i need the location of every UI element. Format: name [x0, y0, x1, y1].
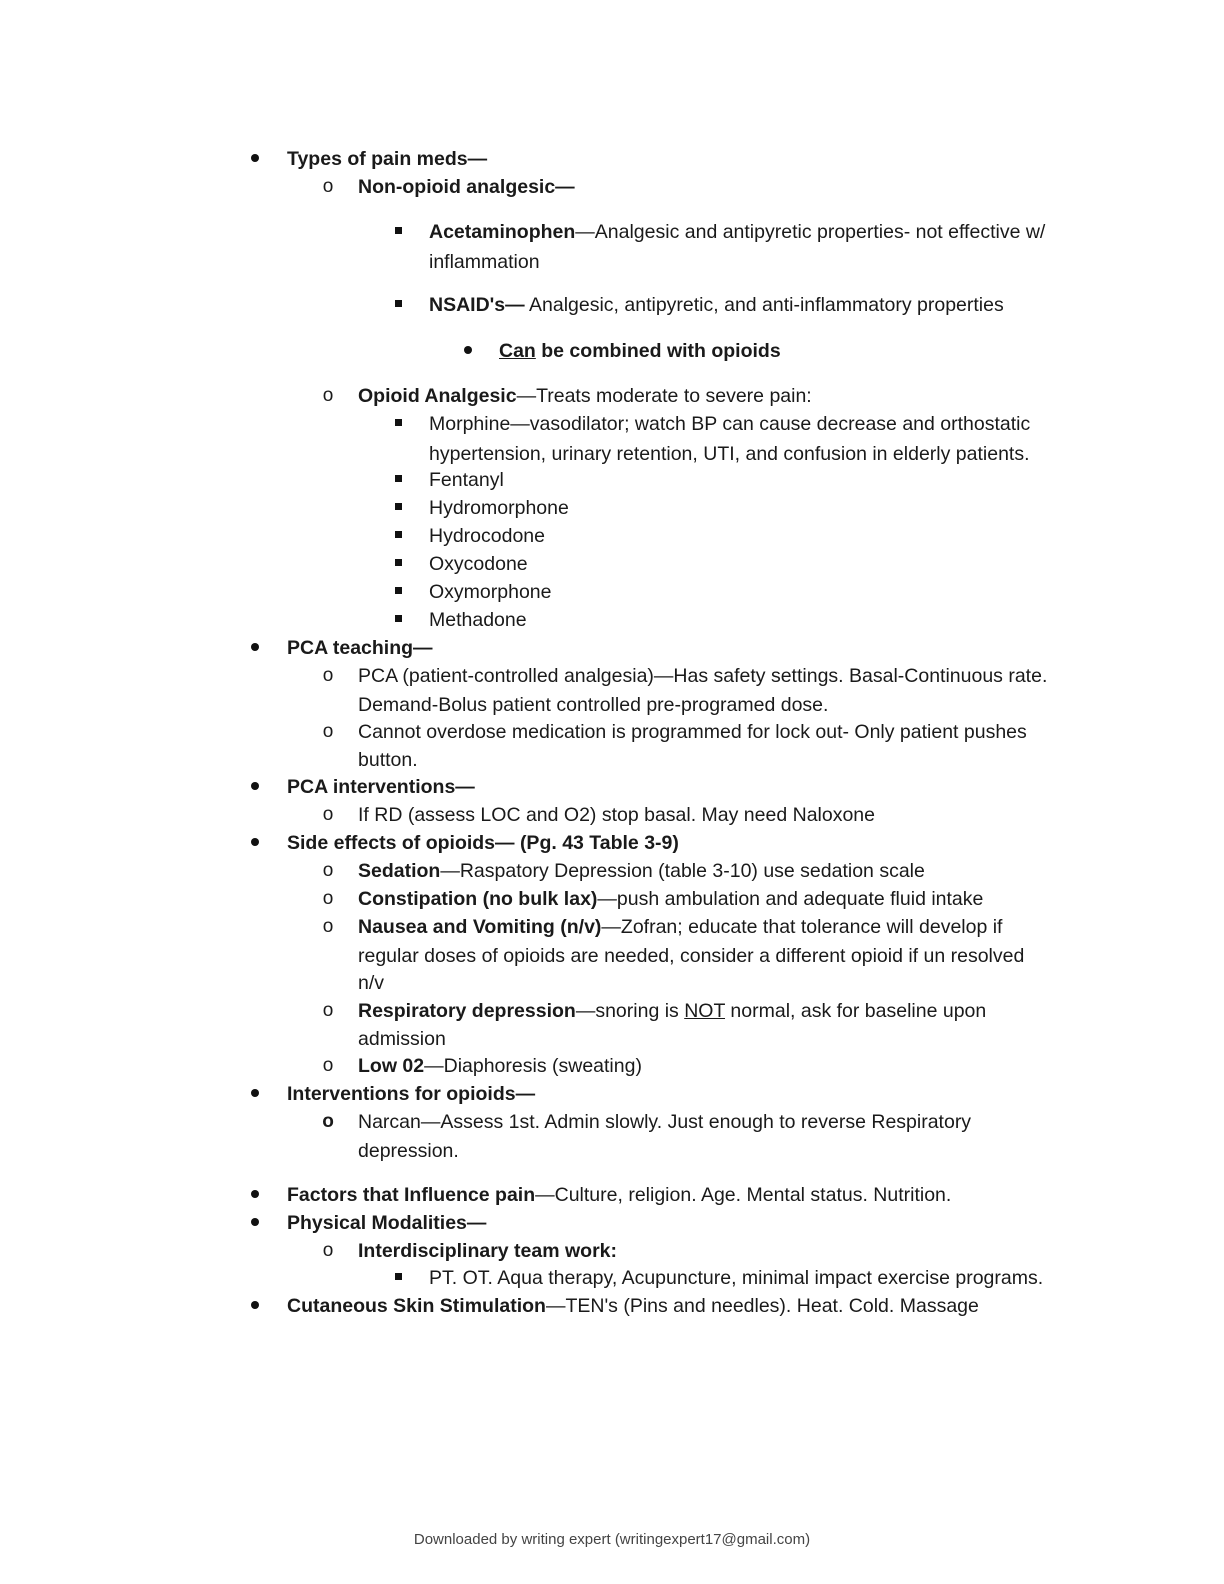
- emphasis-text: NOT: [684, 1000, 726, 1022]
- list-item: [429, 550, 528, 578]
- bullet-icon: [247, 1209, 263, 1237]
- item-text: button.: [358, 749, 418, 771]
- bullet-icon: o: [322, 860, 334, 881]
- bullet-icon: [247, 1181, 263, 1209]
- bullet-icon: [390, 550, 406, 578]
- bullet-icon: [390, 606, 406, 634]
- item-heading: Acetaminophen: [429, 221, 576, 243]
- list-item: [358, 1025, 446, 1053]
- list-item: [429, 291, 1004, 319]
- list-item: [429, 440, 1030, 468]
- item-heading: Respiratory depression: [358, 1000, 576, 1022]
- item-heading: Cutaneous Skin Stimulation: [287, 1295, 546, 1317]
- list-item: [429, 248, 540, 276]
- list-item: [429, 218, 1045, 246]
- item-text: be combined with opioids: [535, 340, 781, 362]
- item-heading: Sedation: [358, 860, 441, 882]
- list-item: [358, 746, 418, 774]
- bullet-icon: o: [322, 1055, 334, 1076]
- bullet-icon: [247, 1292, 263, 1320]
- bullet-icon: [247, 829, 263, 857]
- list-item: [358, 942, 1024, 970]
- bullet-icon: o: [322, 888, 334, 909]
- bullet-icon: o: [322, 1240, 334, 1261]
- bullet-icon: [247, 773, 263, 801]
- bullet-icon: [247, 1080, 263, 1108]
- item-text: —Raspatory Depression (table 3-10) use sedation scale: [440, 860, 925, 882]
- list-item: [358, 857, 925, 885]
- bullet-icon: [390, 466, 406, 494]
- bullet-icon: o: [322, 721, 334, 742]
- list-item: [358, 913, 1002, 941]
- list-item: [358, 382, 812, 410]
- list-item: [429, 1264, 1043, 1292]
- item-heading: NSAID's—: [429, 294, 525, 316]
- item-text: Methadone: [429, 609, 527, 631]
- list-item: [358, 885, 983, 913]
- item-text: normal, ask for baseline upon: [725, 1000, 987, 1022]
- bullet-icon: o: [322, 1111, 334, 1132]
- item-text: —Zofran; educate that tolerance will develop if: [601, 916, 1003, 938]
- list-item: [499, 337, 781, 365]
- list-item: [358, 1137, 459, 1165]
- bullet-icon: [390, 218, 406, 246]
- list-item: [358, 969, 384, 997]
- item-heading: Side effects of opioids— (Pg. 43 Table 3-9): [287, 832, 679, 854]
- list-item: [429, 606, 527, 634]
- item-text: n/v: [358, 972, 385, 994]
- list-item: [287, 773, 475, 801]
- list-item: [358, 718, 1027, 746]
- list-item: [358, 1108, 971, 1136]
- bullet-icon: [390, 522, 406, 550]
- bullet-icon: o: [322, 176, 334, 197]
- item-text: Narcan—Assess 1st. Admin slowly. Just enough to reverse Respiratory: [358, 1111, 972, 1133]
- item-text: —Culture, religion. Age. Mental status. Nutrition.: [535, 1184, 952, 1206]
- item-text: inflammation: [429, 251, 540, 273]
- item-heading: Constipation (no bulk lax): [358, 888, 598, 910]
- list-item: [287, 1209, 486, 1237]
- item-text: PCA (patient-controlled analgesia)—Has safety settings. Basal-Continuous rate.: [358, 665, 1048, 687]
- item-text: Cannot overdose medication is programmed for lock out- Only patient pushes: [358, 721, 1027, 743]
- item-text: —Treats moderate to severe pain:: [516, 385, 812, 407]
- list-item: [287, 1181, 951, 1209]
- list-item: [429, 522, 545, 550]
- item-heading: Types of pain meds—: [287, 148, 488, 170]
- item-text: regular doses of opioids are needed, consider a different opioid if un resolved: [358, 945, 1025, 967]
- item-text: —Diaphoresis (sweating): [424, 1055, 642, 1077]
- item-text: Hydromorphone: [429, 497, 569, 519]
- list-item: [287, 829, 679, 857]
- list-item: [358, 997, 986, 1025]
- item-heading: PCA interventions—: [287, 776, 475, 798]
- bullet-icon: [390, 578, 406, 606]
- item-text: If RD (assess LOC and O2) stop basal. May need Naloxone: [358, 804, 875, 826]
- item-text: Morphine—vasodilator; watch BP can cause decrease and orthostatic: [429, 413, 1031, 435]
- bullet-icon: [390, 494, 406, 522]
- item-heading: Interdisciplinary team work:: [358, 1240, 617, 1262]
- item-text: Hydrocodone: [429, 525, 545, 547]
- list-item: [358, 1237, 617, 1265]
- item-heading: Physical Modalities—: [287, 1212, 487, 1234]
- list-item: [287, 1292, 979, 1320]
- list-item: [429, 578, 551, 606]
- bullet-icon: [247, 634, 263, 662]
- item-heading: Can: [499, 340, 536, 362]
- list-item: [287, 634, 433, 662]
- list-item: [358, 691, 828, 719]
- item-text: admission: [358, 1028, 446, 1050]
- download-footer: Downloaded by writing expert (writingexpert17@gmail.com): [413, 1531, 811, 1548]
- bullet-icon: o: [322, 916, 334, 937]
- list-item: [429, 410, 1030, 438]
- bullet-icon: [247, 145, 263, 173]
- bullet-icon: o: [322, 385, 334, 406]
- item-heading: Nausea and Vomiting (n/v): [358, 916, 602, 938]
- item-heading: Low 02: [358, 1055, 425, 1077]
- item-text: —snoring is: [575, 1000, 685, 1022]
- list-item: [429, 466, 504, 494]
- list-item: [429, 494, 569, 522]
- bullet-icon: [390, 1264, 406, 1292]
- item-text: PT. OT. Aqua therapy, Acupuncture, minimal impact exercise programs.: [429, 1267, 1044, 1289]
- list-item: [287, 145, 487, 173]
- item-heading: Opioid Analgesic: [358, 385, 517, 407]
- item-heading: Non-opioid analgesic—: [358, 176, 575, 198]
- item-heading: Interventions for opioids—: [287, 1083, 536, 1105]
- item-text: Fentanyl: [429, 469, 504, 491]
- item-text: —Analgesic and antipyretic properties- not effective w/: [575, 221, 1046, 243]
- item-text: —TEN's (Pins and needles). Heat. Cold. Massage: [545, 1295, 979, 1317]
- item-text: hypertension, urinary retention, UTI, and confusion in elderly patients.: [429, 443, 1030, 465]
- list-item: [358, 662, 1047, 690]
- item-text: Oxymorphone: [429, 581, 552, 603]
- item-heading: Factors that Influence pain: [287, 1184, 536, 1206]
- bullet-icon: [460, 337, 476, 365]
- item-text: Oxycodone: [429, 553, 528, 575]
- item-text: Analgesic, antipyretic, and anti-inflammatory properties: [524, 294, 1004, 316]
- item-heading: PCA teaching—: [287, 637, 433, 659]
- bullet-icon: [390, 291, 406, 319]
- item-text: —push ambulation and adequate fluid intake: [597, 888, 984, 910]
- bullet-icon: o: [322, 665, 334, 686]
- list-item: [358, 1052, 642, 1080]
- bullet-icon: [390, 410, 406, 438]
- list-item: [358, 173, 575, 201]
- list-item: [358, 801, 875, 829]
- list-item: [287, 1080, 535, 1108]
- bullet-icon: o: [322, 804, 334, 825]
- bullet-icon: o: [322, 1000, 334, 1021]
- item-text: Demand-Bolus patient controlled pre-programed dose.: [358, 694, 829, 716]
- item-text: depression.: [358, 1140, 459, 1162]
